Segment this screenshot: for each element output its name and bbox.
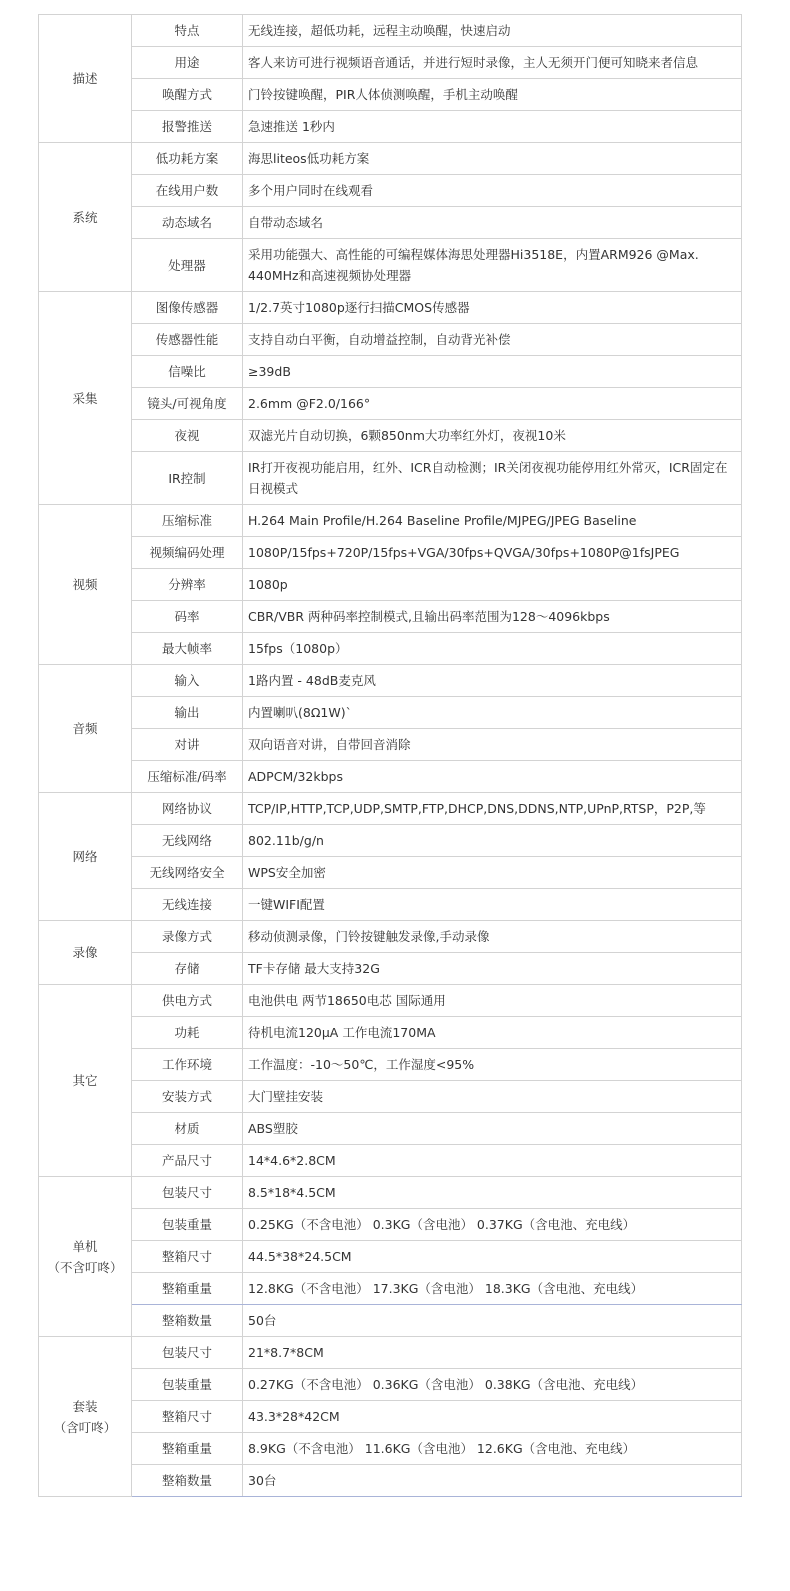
spec-value: 8.5*18*4.5CM <box>243 1177 742 1209</box>
section-title: 描述 <box>72 71 98 86</box>
spec-value: 0.25KG（不含电池） 0.3KG（含电池） 0.37KG（含电池、充电线） <box>243 1209 742 1241</box>
spec-label: 信噪比 <box>132 356 243 388</box>
spec-row <box>39 239 742 292</box>
spec-row <box>39 985 742 1017</box>
spec-label: 报警推送 <box>132 111 243 143</box>
spec-row <box>39 729 742 761</box>
spec-value: 采用功能强大、高性能的可编程媒体海思处理器Hi3518E，内置ARM926 @Max. 440MHz和高速视频协处理器 <box>243 239 742 292</box>
section-title: 单机 （不含叮咚） <box>47 1238 123 1275</box>
spec-row <box>39 1209 742 1241</box>
spec-row <box>39 761 742 793</box>
spec-label: 整箱尺寸 <box>132 1241 243 1273</box>
spec-value: 30台 <box>243 1465 742 1497</box>
spec-label: 视频编码处理 <box>132 537 243 569</box>
spec-row <box>39 633 742 665</box>
spec-label: 最大帧率 <box>132 633 243 665</box>
spec-label: 包装尺寸 <box>132 1177 243 1209</box>
spec-label: 材质 <box>132 1113 243 1145</box>
spec-value: 21*8.7*8CM <box>243 1337 742 1369</box>
spec-row <box>39 1241 742 1273</box>
spec-row <box>39 1145 742 1177</box>
spec-label: 传感器性能 <box>132 324 243 356</box>
spec-label: 整箱重量 <box>132 1433 243 1465</box>
spec-label: 压缩标准 <box>132 505 243 537</box>
spec-label: 图像传感器 <box>132 292 243 324</box>
spec-row <box>39 1401 742 1433</box>
spec-label: 包装重量 <box>132 1209 243 1241</box>
spec-label: 低功耗方案 <box>132 143 243 175</box>
spec-table <box>38 14 742 1497</box>
section-title: 视频 <box>72 577 98 592</box>
spec-value: 门铃按键唤醒，PIR人体侦测唤醒，手机主动唤醒 <box>243 79 742 111</box>
spec-row <box>39 79 742 111</box>
spec-label: 录像方式 <box>132 921 243 953</box>
section-title-cell <box>39 793 132 921</box>
section-title-cell <box>39 1337 132 1497</box>
spec-label: 输出 <box>132 697 243 729</box>
spec-row <box>39 601 742 633</box>
spec-label: 包装重量 <box>132 1369 243 1401</box>
spec-value: IR打开夜视功能启用，红外、ICR自动检测；IR关闭夜视功能停用红外常灭，ICR固定在日视模式 <box>243 452 742 505</box>
spec-label: 输入 <box>132 665 243 697</box>
section-title-cell <box>39 1177 132 1337</box>
spec-value: 2.6mm @F2.0/166° <box>243 388 742 420</box>
spec-value: 多个用户同时在线观看 <box>243 175 742 207</box>
section-title: 音频 <box>72 721 98 736</box>
spec-row <box>39 537 742 569</box>
spec-value: 1080p <box>243 569 742 601</box>
spec-label: 安装方式 <box>132 1081 243 1113</box>
spec-value: 43.3*28*42CM <box>243 1401 742 1433</box>
section-title: 套装 （含叮咚） <box>53 1398 117 1435</box>
spec-label: 在线用户数 <box>132 175 243 207</box>
spec-row <box>39 111 742 143</box>
spec-value: 待机电流120μA 工作电流170MA <box>243 1017 742 1049</box>
spec-value: 1路内置 - 48dB麦克风 <box>243 665 742 697</box>
spec-value: 海思liteos低功耗方案 <box>243 143 742 175</box>
spec-row <box>39 1177 742 1209</box>
spec-value: CBR/VBR 两种码率控制模式,且输出码率范围为128～4096kbps <box>243 601 742 633</box>
spec-value: 自带动态域名 <box>243 207 742 239</box>
spec-value: 一键WIFI配置 <box>243 889 742 921</box>
spec-row <box>39 420 742 452</box>
spec-row <box>39 292 742 324</box>
section-title: 其它 <box>72 1073 98 1088</box>
spec-value: 工作温度：-10～50℃，工作湿度<95% <box>243 1049 742 1081</box>
spec-row <box>39 1305 742 1337</box>
spec-value: 1/2.7英寸1080p逐行扫描CMOS传感器 <box>243 292 742 324</box>
spec-value: 8.9KG（不含电池） 11.6KG（含电池） 12.6KG（含电池、充电线） <box>243 1433 742 1465</box>
spec-label: 镜头/可视角度 <box>132 388 243 420</box>
spec-label: 工作环境 <box>132 1049 243 1081</box>
spec-label: 整箱数量 <box>132 1465 243 1497</box>
spec-row <box>39 505 742 537</box>
spec-table-body <box>39 15 742 1497</box>
section-title-cell <box>39 921 132 985</box>
spec-label: 压缩标准/码率 <box>132 761 243 793</box>
spec-label: 包装尺寸 <box>132 1337 243 1369</box>
spec-row <box>39 1017 742 1049</box>
spec-row <box>39 889 742 921</box>
spec-row <box>39 793 742 825</box>
spec-label: 用途 <box>132 47 243 79</box>
spec-value: 44.5*38*24.5CM <box>243 1241 742 1273</box>
spec-label: 唤醒方式 <box>132 79 243 111</box>
spec-row <box>39 857 742 889</box>
spec-value: 双向语音对讲，自带回音消除 <box>243 729 742 761</box>
spec-value: 12.8KG（不含电池） 17.3KG（含电池） 18.3KG（含电池、充电线） <box>243 1273 742 1305</box>
spec-row <box>39 175 742 207</box>
spec-value: TCP/IP,HTTP,TCP,UDP,SMTP,FTP,DHCP,DNS,DDNS,NTP,UPnP,RTSP，P2P,等 <box>243 793 742 825</box>
spec-value: 移动侦测录像，门铃按键触发录像,手动录像 <box>243 921 742 953</box>
spec-label: 处理器 <box>132 239 243 292</box>
section-title-cell <box>39 15 132 143</box>
spec-row <box>39 1465 742 1497</box>
spec-value: 大门壁挂安装 <box>243 1081 742 1113</box>
spec-row <box>39 356 742 388</box>
spec-value: 电池供电 两节18650电芯 国际通用 <box>243 985 742 1017</box>
spec-value: H.264 Main Profile/H.264 Baseline Profile/MJPEG/JPEG Baseline <box>243 505 742 537</box>
spec-row <box>39 1113 742 1145</box>
spec-label: 无线网络安全 <box>132 857 243 889</box>
spec-row <box>39 143 742 175</box>
section-title-cell <box>39 505 132 665</box>
spec-label: 无线连接 <box>132 889 243 921</box>
spec-label: 网络协议 <box>132 793 243 825</box>
spec-value: TF卡存储 最大支持32G <box>243 953 742 985</box>
spec-label: 整箱重量 <box>132 1273 243 1305</box>
section-title: 系统 <box>72 209 98 225</box>
spec-label: 整箱数量 <box>132 1305 243 1337</box>
spec-row <box>39 921 742 953</box>
spec-value: 0.27KG（不含电池） 0.36KG（含电池） 0.38KG（含电池、充电线） <box>243 1369 742 1401</box>
spec-row <box>39 1369 742 1401</box>
section-title-cell <box>39 985 132 1177</box>
spec-row <box>39 388 742 420</box>
spec-row <box>39 1049 742 1081</box>
spec-value: 客人来访可进行视频语音通话，并进行短时录像，主人无须开门便可知晓来者信息 <box>243 47 742 79</box>
spec-row <box>39 825 742 857</box>
section-title-cell <box>39 143 132 292</box>
spec-label: 功耗 <box>132 1017 243 1049</box>
spec-label: IR控制 <box>132 452 243 505</box>
spec-value: 50台 <box>243 1305 742 1337</box>
section-title: 录像 <box>72 945 98 960</box>
spec-row <box>39 953 742 985</box>
spec-row <box>39 1273 742 1305</box>
spec-row <box>39 1337 742 1369</box>
spec-label: 对讲 <box>132 729 243 761</box>
spec-row <box>39 452 742 505</box>
spec-label: 供电方式 <box>132 985 243 1017</box>
spec-row <box>39 1081 742 1113</box>
spec-value: 无线连接，超低功耗，远程主动唤醒，快速启动 <box>243 15 742 47</box>
spec-row <box>39 569 742 601</box>
spec-row <box>39 15 742 47</box>
spec-value: 15fps（1080p） <box>243 633 742 665</box>
spec-label: 分辨率 <box>132 569 243 601</box>
spec-label: 特点 <box>132 15 243 47</box>
spec-value: ≥39dB <box>243 356 742 388</box>
spec-value: ADPCM/32kbps <box>243 761 742 793</box>
spec-label: 动态域名 <box>132 207 243 239</box>
section-title: 网络 <box>72 849 98 864</box>
spec-value: 内置喇叭(8Ω1W)` <box>243 697 742 729</box>
spec-label: 码率 <box>132 601 243 633</box>
spec-label: 无线网络 <box>132 825 243 857</box>
spec-label: 整箱尺寸 <box>132 1401 243 1433</box>
spec-value: 1080P/15fps+720P/15fps+VGA/30fps+QVGA/30fps+1080P@1fsJPEG <box>243 537 742 569</box>
section-title-cell <box>39 292 132 505</box>
spec-row <box>39 697 742 729</box>
spec-value: 802.11b/g/n <box>243 825 742 857</box>
section-title-cell <box>39 665 132 793</box>
spec-value: 14*4.6*2.8CM <box>243 1145 742 1177</box>
spec-row <box>39 47 742 79</box>
spec-value: WPS安全加密 <box>243 857 742 889</box>
spec-label: 存储 <box>132 953 243 985</box>
spec-label: 夜视 <box>132 420 243 452</box>
spec-value: 双滤光片自动切换，6颗850nm大功率红外灯，夜视10米 <box>243 420 742 452</box>
spec-row <box>39 1433 742 1465</box>
spec-row <box>39 324 742 356</box>
spec-row <box>39 207 742 239</box>
section-title: 采集 <box>72 390 98 406</box>
spec-value: 急速推送 1秒内 <box>243 111 742 143</box>
spec-row <box>39 665 742 697</box>
spec-value: 支持自动白平衡，自动增益控制，自动背光补偿 <box>243 324 742 356</box>
spec-value: ABS塑胶 <box>243 1113 742 1145</box>
spec-label: 产品尺寸 <box>132 1145 243 1177</box>
